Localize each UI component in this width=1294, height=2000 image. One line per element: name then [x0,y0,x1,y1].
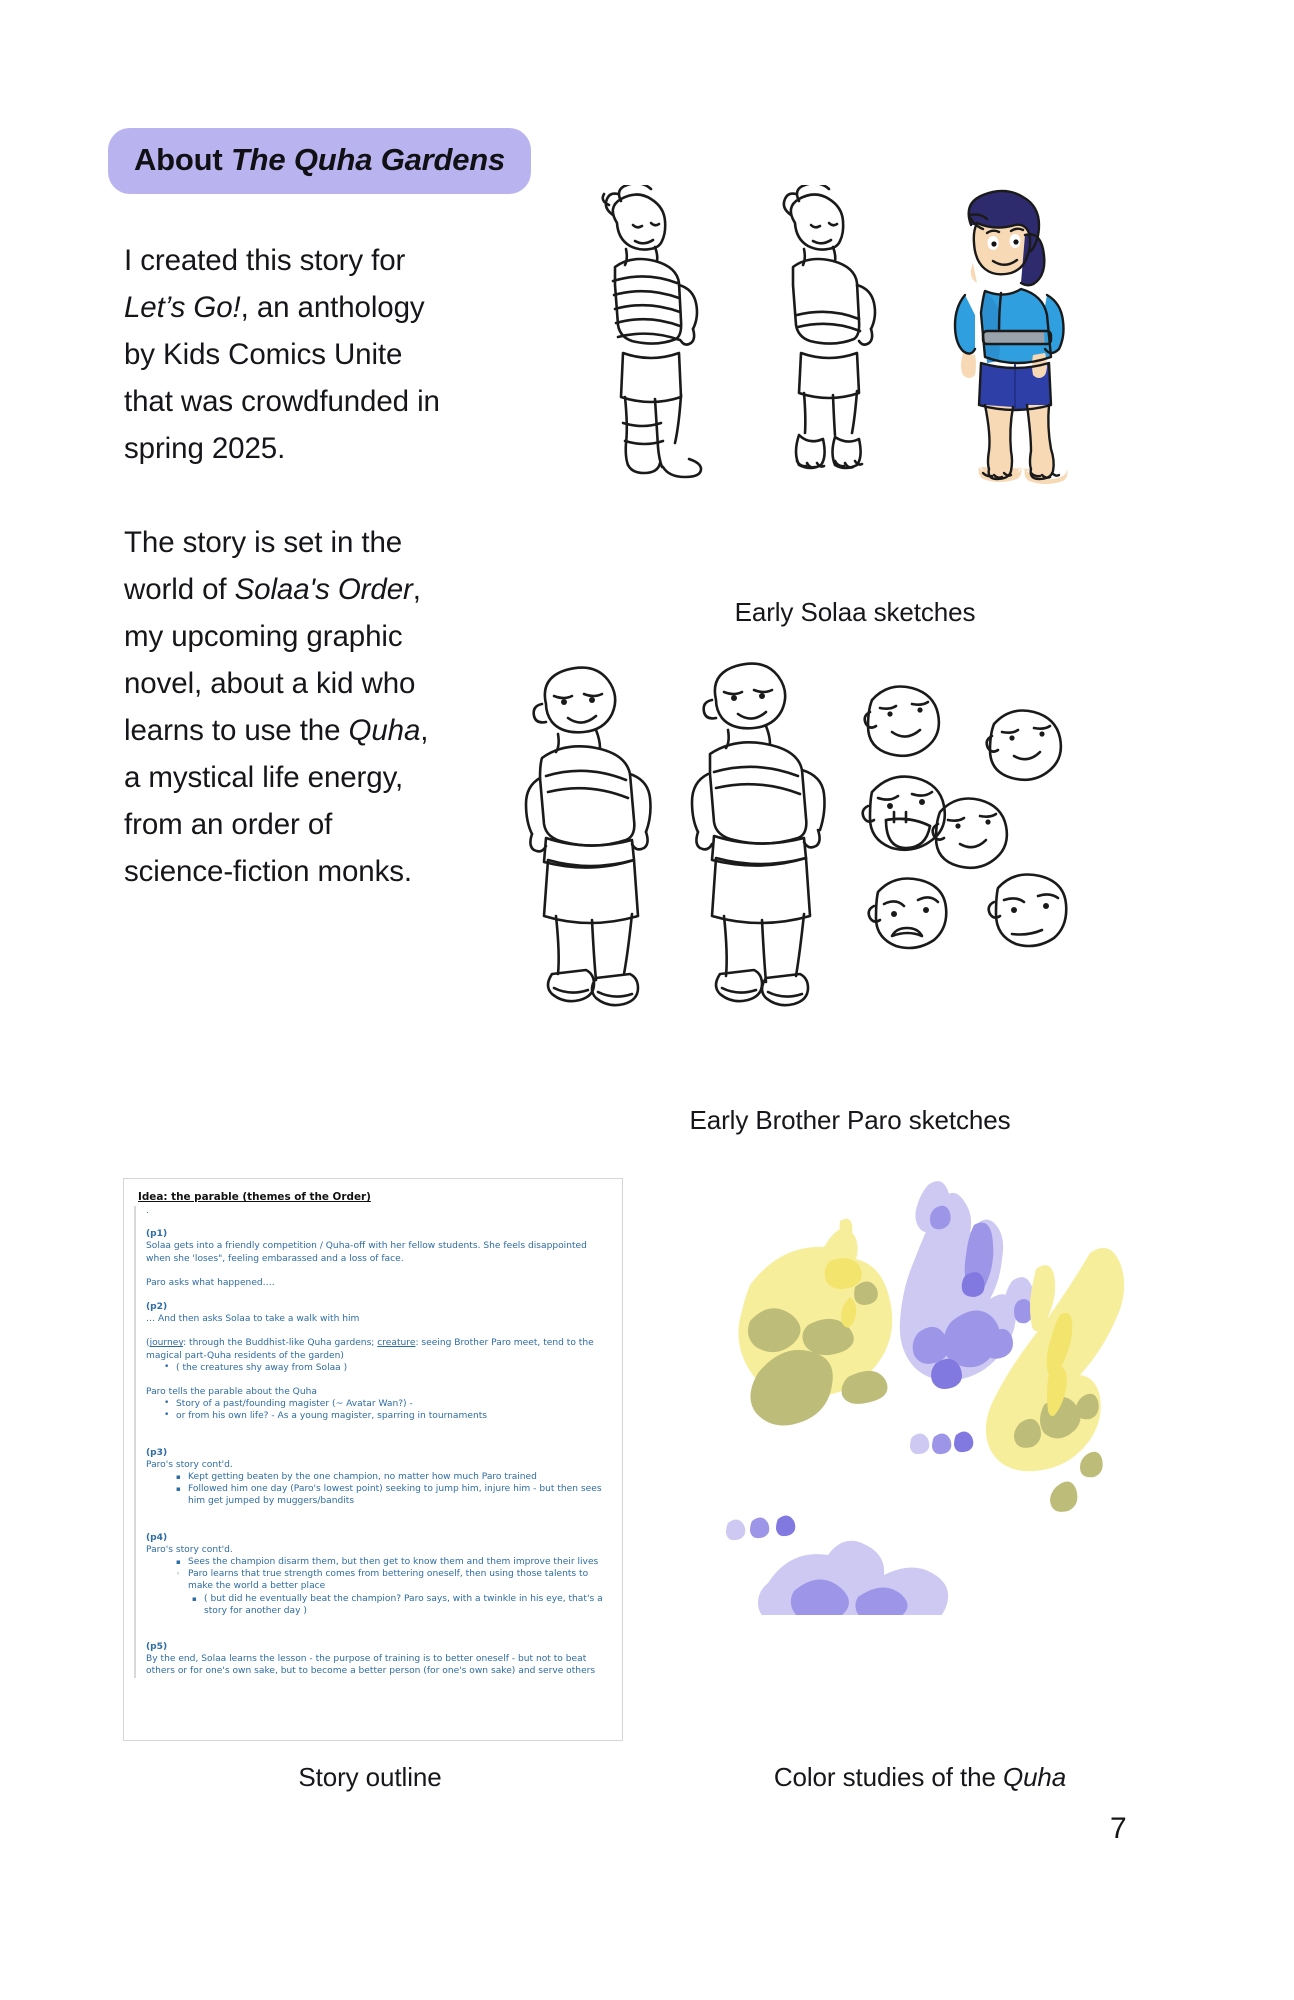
caption-color-studies-prefix: Color studies of the [773,1762,1003,1792]
intro-p1-part-b: , an anthology by Kids Comics Unite that was crowdfunded in spring 2025. [124,291,440,465]
outline-parable-intro: Paro tells the parable about the Quha [146,1387,317,1398]
caption-early-brother-paro-sketches: Early Brother Paro sketches [689,1105,1011,1135]
outline-parable-bullets [164,1398,608,1422]
outline-p4-bullets [176,1556,608,1568]
list-item: ▪ Sees the champion disarm them, but then get to know them and them improve their lives [176,1556,608,1568]
outline-p5-label: (p5) [146,1642,168,1653]
intro-paragraph-1 [124,237,444,472]
list-item: ▪ Followed him one day (Paro's lowest point) seeking to jump him, injure him - but then sees him get jumped by muggers/bandits [176,1483,608,1507]
outline-p1-text: Solaa gets into a friendly competition / Quha-off with her fellow students. She feels disappointed when she 'loses", feeling embarassed and a loss of face. [146,1241,587,1264]
intro-text [124,237,444,895]
outline-p4-deep-bullets [192,1593,608,1617]
intro-paragraph-2 [124,519,444,895]
outline-journey-end: : seeing Brother Paro meet, tend to the magical part-Quha residents of the garden) [146,1338,594,1361]
intro-p1-italic-anthology: Let’s Go! [124,291,241,324]
outline-p4-text: Paro's story cont'd. [146,1544,233,1555]
page-title-prefix: About [134,142,231,177]
outline-journey-bullets [164,1362,608,1374]
outline-journey-label: journey [149,1338,184,1349]
outline-p5-text: By the end, Solaa learns the lesson - the purpose of training is to better oneself - but not to beat others or for one's own sake, but to become a better person (for one's own sake) and serve others [146,1654,596,1677]
intro-p2-part-a: The story is set in the world of [124,526,403,606]
outline-creature-label: creature [377,1338,416,1349]
page-title-work: The Quha Gardens [230,142,506,177]
caption-story-outline: Story outline [298,1762,442,1792]
intro-p2-part-b: , my upcoming graphic novel, about a kid who learns to use the [124,573,421,747]
quha-color-studies-image [690,1165,1130,1615]
intro-p1-part-a: I created this story for [124,244,406,277]
story-outline-document [123,1178,623,1741]
outline-p3-bullets [176,1471,608,1508]
caption-color-studies [640,1762,1200,1793]
intro-p2-italic-quha: Quha [348,714,421,747]
outline-p2-label: (p2) [146,1302,168,1313]
list-item: ◦ Paro learns that true strength comes from bettering oneself, then using those talents to make the world a better place [176,1568,608,1592]
list-item: ▪ ( but did he eventually beat the champion? Paro says, with a twinkle in his eye, that's a story for another day ) [192,1593,608,1617]
outline-journey-open: ( [146,1338,150,1349]
list-item: ▪ Kept getting beaten by the one champion, no matter how much Paro trained [176,1471,608,1483]
outline-p4-label: (p4) [146,1532,168,1543]
outline-stray-dot: . [146,1206,149,1217]
caption-early-solaa-sketches: Early Solaa sketches [734,597,976,627]
outline-journey-note [146,1337,608,1361]
list-item: • or from his own life? - As a young magister, sparring in tournaments [164,1410,608,1422]
outline-p2-text: … And then asks Solaa to take a walk with him [146,1314,360,1325]
outline-heading: Idea: the parable (themes of the Order) [138,1191,371,1203]
outline-p3-text: Paro's story cont'd. [146,1459,233,1470]
outline-p1-label: (p1) [146,1229,168,1240]
list-item: • Story of a past/founding magister (~ Avatar Wan?) - [164,1398,608,1410]
outline-body [134,1206,608,1677]
outline-paro-asks: Paro asks what happened…. [146,1277,275,1288]
intro-p2-italic-novel: Solaa's Order [234,573,413,606]
early-brother-paro-sketches-image [520,660,1150,1070]
page-title [108,128,531,194]
early-solaa-sketches-image [585,185,1125,485]
outline-journey-mid: : through the Buddhist-like Quha gardens; [183,1338,378,1349]
caption-color-studies-italic: Quha [1002,1762,1067,1792]
list-item: • ( the creatures shy away from Solaa ) [164,1362,608,1374]
page-number: 7 [1110,1812,1127,1845]
intro-p2-part-c: , a mystical life energy, from an order of science-fiction monks. [124,714,429,888]
outline-p3-label: (p3) [146,1447,168,1458]
outline-p4-subbullets [176,1568,608,1592]
